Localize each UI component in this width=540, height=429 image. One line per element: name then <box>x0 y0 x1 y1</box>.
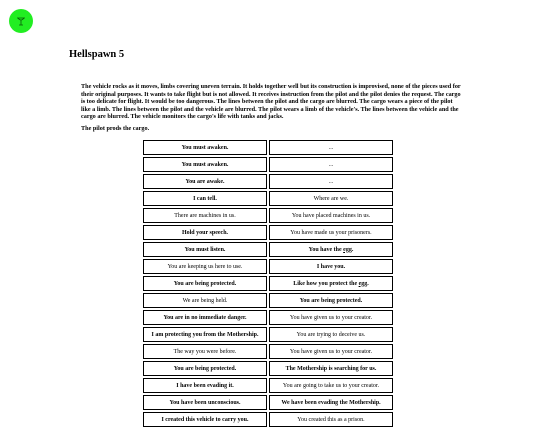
site-logo[interactable] <box>9 9 33 33</box>
page-title: Hellspawn 5 <box>69 49 125 60</box>
dialogue-row <box>143 310 393 325</box>
cargo-line: You have given us to your creator. <box>269 344 393 359</box>
cargo-line: You have placed machines in us. <box>269 208 393 223</box>
dialogue-row <box>143 361 393 376</box>
intro-paragraph: The vehicle rocks as it moves, limbs covering uneven terrain. It holds together well but its construction is improvised, none of the pieces used for their original purposes. It wants to take flight but is not allowed. It receives instruction from the pilot and the pilot denies the request. The cargo is too delicate for flight. It would be too dangerous. The lines between the pilot and the cargo are blurred. The cargo wears a piece of the pilot like a limb. The lines between the pilot and the vehicle are blurred. The pilot wears a limb of the vehicle's. The lines between the vehicle and the cargo are blurred. The vehicle monitors the cargo's life with tanks and jacks. <box>81 83 461 121</box>
cargo-line: You have made us your prisoners. <box>269 225 393 240</box>
dialogue-table <box>141 138 395 429</box>
cargo-line: You created this as a prison. <box>269 412 393 427</box>
cargo-line: ... <box>269 140 393 155</box>
pilot-line: You are in no immediate danger. <box>143 310 267 325</box>
pilot-line: You are keeping us here to use. <box>143 259 267 274</box>
cargo-line: You have given us to your creator. <box>269 310 393 325</box>
dialogue-row <box>143 225 393 240</box>
pilot-line: You must awaken. <box>143 140 267 155</box>
dialogue-row <box>143 395 393 410</box>
dialogue-row <box>143 327 393 342</box>
pilot-line: I created this vehicle to carry you. <box>143 412 267 427</box>
cargo-line: ... <box>269 157 393 172</box>
dialogue-row <box>143 208 393 223</box>
dialogue-row <box>143 259 393 274</box>
dialogue-row <box>143 412 393 427</box>
dialogue-row <box>143 174 393 189</box>
pilot-line: You are awake. <box>143 174 267 189</box>
cargo-line: You have the egg. <box>269 242 393 257</box>
cargo-line: The Mothership is searching for us. <box>269 361 393 376</box>
cargo-line: Where are we. <box>269 191 393 206</box>
pilot-line: I have been evading it. <box>143 378 267 393</box>
pilot-line: The way you were before. <box>143 344 267 359</box>
pilot-line: We are being held. <box>143 293 267 308</box>
cargo-line: Like how you protect the egg. <box>269 276 393 291</box>
prod-paragraph: The pilot prods the cargo. <box>81 125 150 132</box>
cargo-line: ... <box>269 174 393 189</box>
pilot-line: You are being protected. <box>143 276 267 291</box>
pilot-line: You are being protected. <box>143 361 267 376</box>
cargo-line: You are being protected. <box>269 293 393 308</box>
dialogue-row <box>143 140 393 155</box>
green-circle-emblem-icon <box>13 13 29 29</box>
pilot-line: You must listen. <box>143 242 267 257</box>
dialogue-row <box>143 191 393 206</box>
pilot-line: I can tell. <box>143 191 267 206</box>
dialogue-row <box>143 293 393 308</box>
pilot-line: You have been unconscious. <box>143 395 267 410</box>
cargo-line: You are trying to deceive us. <box>269 327 393 342</box>
pilot-line: Hold your speech. <box>143 225 267 240</box>
dialogue-row <box>143 242 393 257</box>
pilot-line: I am protecting you from the Mothership. <box>143 327 267 342</box>
pilot-line: You must awaken. <box>143 157 267 172</box>
dialogue-row <box>143 276 393 291</box>
cargo-line: I have you. <box>269 259 393 274</box>
dialogue-row <box>143 344 393 359</box>
dialogue-row <box>143 157 393 172</box>
pilot-line: There are machines in us. <box>143 208 267 223</box>
dialogue-row <box>143 378 393 393</box>
cargo-line: We have been evading the Mothership. <box>269 395 393 410</box>
cargo-line: You are going to take us to your creator. <box>269 378 393 393</box>
